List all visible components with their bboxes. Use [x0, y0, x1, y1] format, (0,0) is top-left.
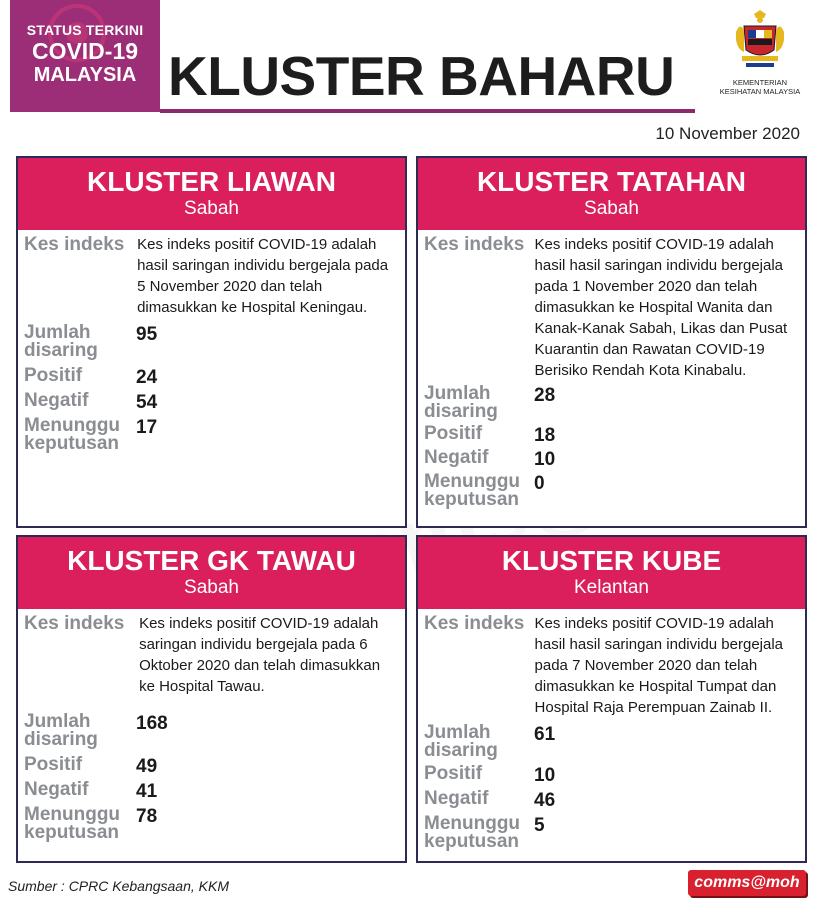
label-positif: Positif	[24, 754, 83, 775]
value-negatif: 10	[534, 449, 556, 470]
value-positif: 18	[534, 425, 556, 446]
page-title: KLUSTER BAHARU	[168, 45, 675, 107]
index-case-description: Kes indeks positif COVID-19 adalah hasil hasil saringan individu bergejala pada 1 November 2020 dan telah dimasukkan ke Hospital Wanita dan Kanak-Kanak Sabah, Likas dan Pusat Kuarantin dan Rawatan COVID-19 Berisiko Rendah Kota Kinabalu.	[534, 236, 788, 379]
value-jumlah-disaring: 61	[534, 724, 556, 745]
status-line-1: STATUS TERKINI	[26, 22, 144, 38]
cluster-name: KLUSTER LIAWAN	[87, 166, 336, 197]
cluster-name: KLUSTER KUBE	[501, 545, 722, 576]
cluster-card-header	[18, 537, 405, 609]
malaysia-coat-of-arms-icon	[734, 10, 786, 70]
value-jumlah-disaring: 95	[136, 324, 158, 345]
value-positif: 10	[534, 765, 556, 786]
value-menunggu-keputusan: 17	[136, 417, 158, 438]
cluster-card-gk-tawau	[16, 535, 407, 863]
cluster-name: KLUSTER GK TAWAU	[67, 545, 356, 576]
value-jumlah-disaring: 28	[534, 385, 556, 406]
report-date: 10 November 2020	[655, 124, 800, 143]
source-note: Sumber : CPRC Kebangsaan, KKM	[8, 878, 229, 894]
index-case-description: Kes indeks positif COVID-19 adalah hasil saringan individu bergejala pada 5 November 2020 dan telah dimasukkan ke Hospital Keningau.	[137, 236, 389, 316]
label-menunggu-keputusan: Menunggu keputusan	[424, 813, 521, 852]
ministry-name: KEMENTERIAN KESIHATAN MALAYSIA	[719, 78, 801, 96]
value-jumlah-disaring: 168	[136, 713, 168, 734]
value-positif: 49	[136, 756, 158, 777]
index-case-description: Kes indeks positif COVID-19 adalah hasil hasil saringan individu bergejala pada 7 November 2020 dan telah dimasukkan ke Hospital Tumpat dan Hospital Raja Perempuan Zainab II.	[534, 615, 784, 716]
cluster-card-body	[418, 230, 805, 509]
comms-moh-brand: comms@moh	[688, 870, 806, 896]
cluster-state: Sabah	[584, 198, 639, 219]
title-divider	[160, 109, 695, 113]
label-kes-indeks: Kes indeks	[424, 234, 525, 255]
label-positif: Positif	[24, 365, 83, 386]
value-negatif: 46	[534, 790, 556, 811]
label-jumlah-disaring: Jumlah disaring	[424, 722, 498, 761]
status-line-2: COVID-19	[31, 38, 139, 64]
label-jumlah-disaring: Jumlah disaring	[24, 322, 98, 361]
label-negatif: Negatif	[24, 779, 89, 800]
cluster-card-header	[18, 158, 405, 230]
label-kes-indeks: Kes indeks	[424, 613, 525, 634]
label-jumlah-disaring: Jumlah disaring	[24, 711, 98, 750]
value-menunggu-keputusan: 5	[534, 815, 545, 836]
label-positif: Positif	[424, 423, 483, 444]
cluster-state: Kelantan	[573, 577, 649, 598]
label-menunggu-keputusan: Menunggu keputusan	[24, 804, 121, 843]
label-menunggu-keputusan: Menunggu keputusan	[424, 471, 521, 510]
value-negatif: 41	[136, 781, 158, 802]
value-negatif: 54	[136, 392, 158, 413]
cluster-state: Sabah	[184, 198, 239, 219]
value-menunggu-keputusan: 78	[136, 806, 158, 827]
cluster-state: Sabah	[184, 577, 239, 598]
cluster-card-liawan	[16, 156, 407, 528]
cluster-card-body	[18, 230, 405, 453]
cluster-card-header	[418, 537, 805, 609]
label-negatif: Negatif	[24, 390, 89, 411]
label-jumlah-disaring: Jumlah disaring	[424, 383, 498, 422]
status-block	[10, 0, 160, 112]
label-negatif: Negatif	[424, 447, 489, 468]
label-positif: Positif	[424, 763, 483, 784]
cluster-card-body	[418, 609, 805, 851]
cluster-card-kube	[416, 535, 807, 863]
cluster-card-tatahan	[416, 156, 807, 528]
cluster-name: KLUSTER TATAHAN	[476, 166, 747, 197]
index-case-description: Kes indeks positif COVID-19 adalah saringan individu bergejala pada 6 Oktober 2020 dan telah dimasukkan ke Hospital Tawau.	[139, 615, 381, 695]
value-positif: 24	[136, 367, 158, 388]
value-menunggu-keputusan: 0	[534, 473, 545, 494]
label-kes-indeks: Kes indeks	[24, 234, 125, 255]
cluster-card-body	[18, 609, 405, 842]
status-line-3: MALAYSIA	[33, 64, 137, 86]
label-kes-indeks: Kes indeks	[24, 613, 125, 634]
label-menunggu-keputusan: Menunggu keputusan	[24, 415, 121, 454]
cluster-card-header	[418, 158, 805, 230]
label-negatif: Negatif	[424, 788, 489, 809]
